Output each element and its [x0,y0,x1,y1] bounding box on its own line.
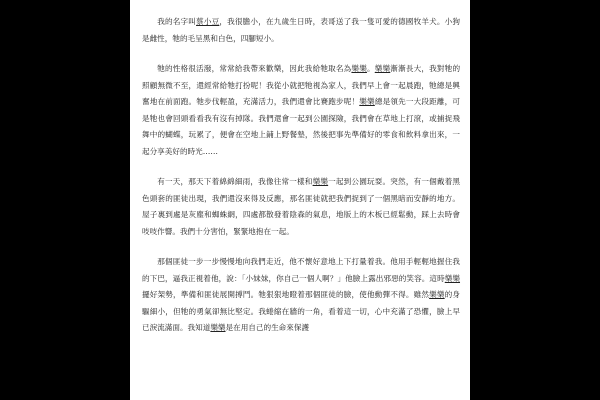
text-run: 擺好架勢，準備和匪徒展開搏鬥。牠狠狠地瞪着那個匪徒的臉，使他動彈不得。雖然 [142,290,430,299]
text-run: 一起到公園玩耍。突然，有一個戴着黑色頭套的匪徒出現，我們還沒來得及反應，那名匪徒就把我們捉到了一個黑暗而安靜的地方。屋子裏到處是灰塵和蜘蛛網，四處都散發着陰森的氣息，地版上的木板已經鬆動，踩上去時會吱吱作響。我們十分害怕，緊緊地抱在一起。 [142,177,461,236]
underlined-name: 樂樂 [374,64,391,73]
underlined-name: 樂樂 [444,273,461,283]
text-run: 有一天，那天下着綿綿細雨，我像往常一樣和 [157,177,313,186]
underlined-name: 樂樂 [429,290,445,299]
text-run: ，我很膽小，在九歲生日時，表哥送了我一隻可愛的德國牧羊犬。小狗是雌性，牠的毛呈黑和白色，四腳短小。 [142,17,461,43]
document-page [130,0,470,400]
underlined-name: 樂樂 [210,323,226,332]
underlined-name: 蔡小豆 [196,17,220,26]
underlined-name: 樂樂 [312,177,329,186]
paragraph [142,61,460,160]
text-run: 是在用自己的生命來保護 [225,323,310,332]
text-run: 我的名字叫 [157,17,197,26]
text-run: 的身驅細小，但牠的勇氣卻無比堅定。我蜷縮在牆的一角，看着這一切，心中充滿了恐懼，臉上早已淚流滿面。我知道 [142,290,461,332]
text-run: 總是領先一大段距離，可是牠也會回頭看看我有沒有掉隊。我們還會一起到公園探險，我們會在草地上打滾，或捕捉飛舞中的蝴蝶，玩累了，便會在空地上鋪上野餐墊，然後把事先準備好的零食和飲料拿出來，一起分享美好的時光…… [142,97,461,156]
document-body [142,8,460,351]
text-run: 牠的性格很活潑，常常給我帶來歡樂，因此我給牠取名為 [157,64,352,73]
text-run: 。 [366,64,375,73]
text-run: 漸漸長大，我對牠的照顧無微不至，還經常給牠打扮呢！我從小就把牠視為家人，我們早上會一起晨跑，牠總是興奮地在前面跑。牠步伐輕盈，充滿活力，我們還會比賽跑步呢！ [142,64,461,106]
paragraph [142,254,460,337]
underlined-name: 樂樂 [359,97,375,106]
underlined-name: 樂樂 [351,64,367,73]
text-run: 那個匪徒一步一步慢慢地向我們走近，他不懷好意地上下打量着我。他用手輕輕地握住我的下巴，逼我正視着他，說：「小妹妹，你自己一個人啊？」他臉上露出邪惡的笑容。這時 [142,257,460,283]
paragraph [142,14,460,47]
paragraph [142,174,460,240]
